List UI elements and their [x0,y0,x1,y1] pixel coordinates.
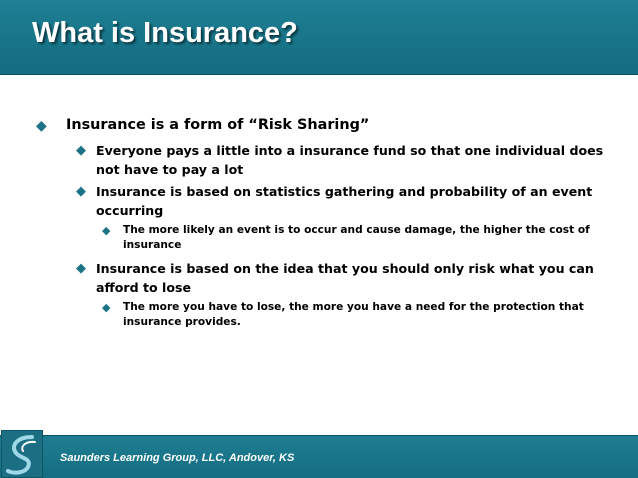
bullet-text: The more likely an event is to occur and cause damage, the higher the cost of insurance [123,224,590,251]
bullet-text: Insurance is based on the idea that you should only risk what you can afford to lose [96,261,594,295]
bullet-item [76,182,606,220]
diamond-icon: ◆ [102,224,111,237]
diamond-icon: ◆ [76,261,86,276]
bullet-text: Insurance is based on statistics gathering and probability of an event occurring [96,184,593,218]
diamond-icon: ◆ [76,184,86,199]
bullet-item [76,259,606,297]
slide-title: What is Insurance? [32,17,298,49]
diamond-icon: ◆ [36,118,47,134]
footer-text: Saunders Learning Group, LLC, Andover, KS [60,452,295,464]
title-bar [0,0,638,75]
bullet-item [102,300,606,330]
bullet-list [36,116,606,336]
bullet-item [76,141,606,179]
diamond-icon: ◆ [102,301,111,314]
bullet-item [102,223,606,253]
bullet-text: Insurance is a form of “Risk Sharing” [66,117,370,133]
diamond-icon: ◆ [76,143,86,158]
bullet-item [36,116,606,135]
bullet-text: Everyone pays a little into a insurance fund so that one individual does not have to pay a lot [96,143,604,177]
bullet-text: The more you have to lose, the more you have a need for the protection that insurance provides. [123,301,584,328]
swirl-logo-icon [1,430,43,478]
